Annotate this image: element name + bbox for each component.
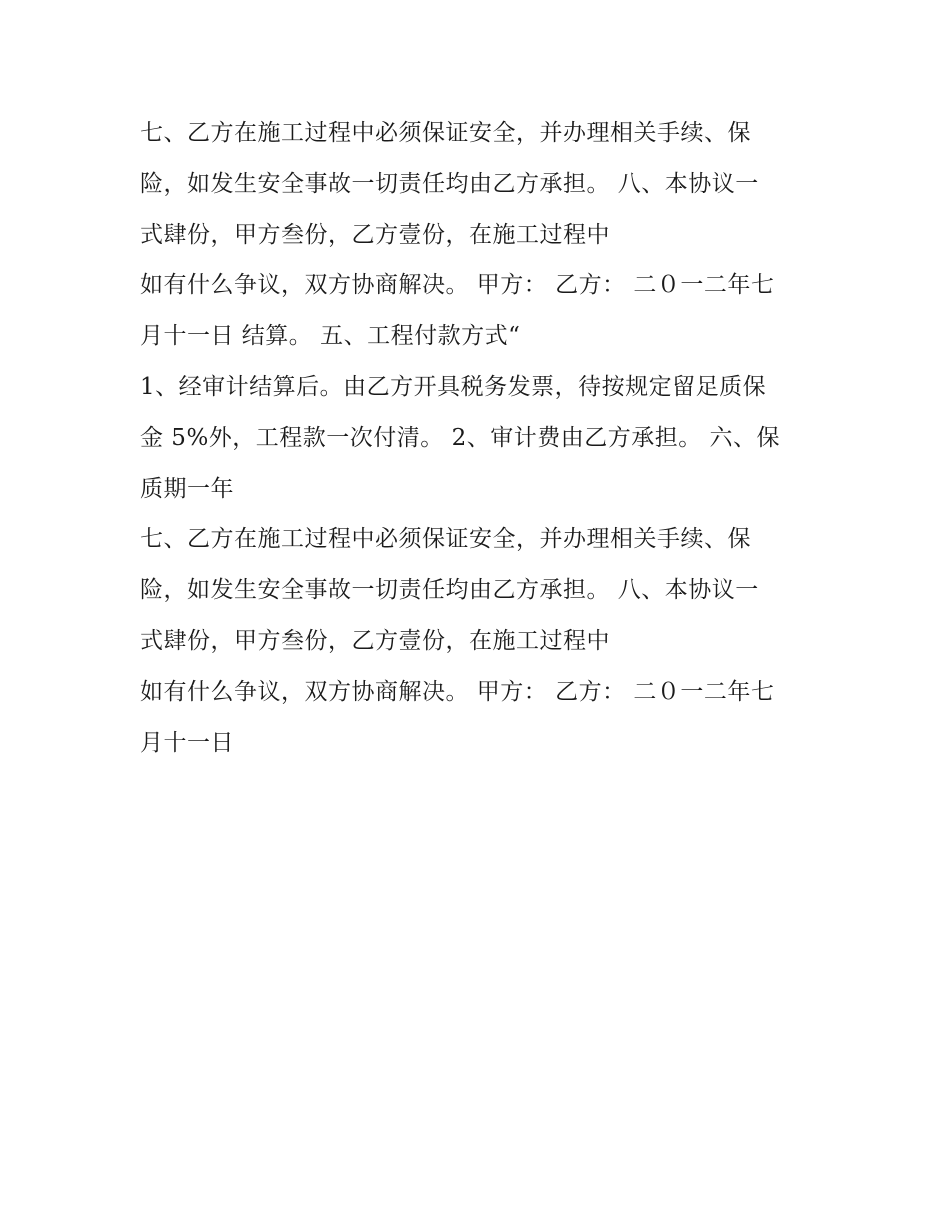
text-line: 险，如发生安全事故一切责任均由乙方承担。 八、本协议一: [140, 577, 759, 604]
text-line: 月十一日: [140, 729, 234, 756]
text-line: 质期一年: [140, 475, 234, 502]
text-line: 七、乙方在施工过程中必须保证安全，并办理相关手续、保: [140, 120, 751, 146]
text-line: 式肆份，甲方叁份，乙方壹份，在施工过程中: [140, 221, 610, 248]
text-line: 1、经审计结算后。由乙方开具税务发票，待按规定留足质保: [140, 373, 767, 400]
text-line: 月十一日 结算。 五、工程付款方式“: [140, 323, 521, 350]
text-line: 七、乙方在施工过程中必须保证安全，并办理相关手续、保: [140, 526, 751, 553]
text-line: 如有什么争议，双方协商解决。 甲方： 乙方： 二０一二年七: [140, 678, 775, 705]
document-body: [140, 108, 820, 768]
text-line: 如有什么争议，双方协商解决。 甲方： 乙方： 二０一二年七: [140, 272, 775, 299]
text-line: 金 5%外，工程款一次付清。 2、审计费由乙方承担。 六、保: [140, 424, 781, 451]
text-line: 险，如发生安全事故一切责任均由乙方承担。 八、本协议一: [140, 170, 759, 197]
text-line: 式肆份，甲方叁份，乙方壹份，在施工过程中: [140, 627, 610, 654]
